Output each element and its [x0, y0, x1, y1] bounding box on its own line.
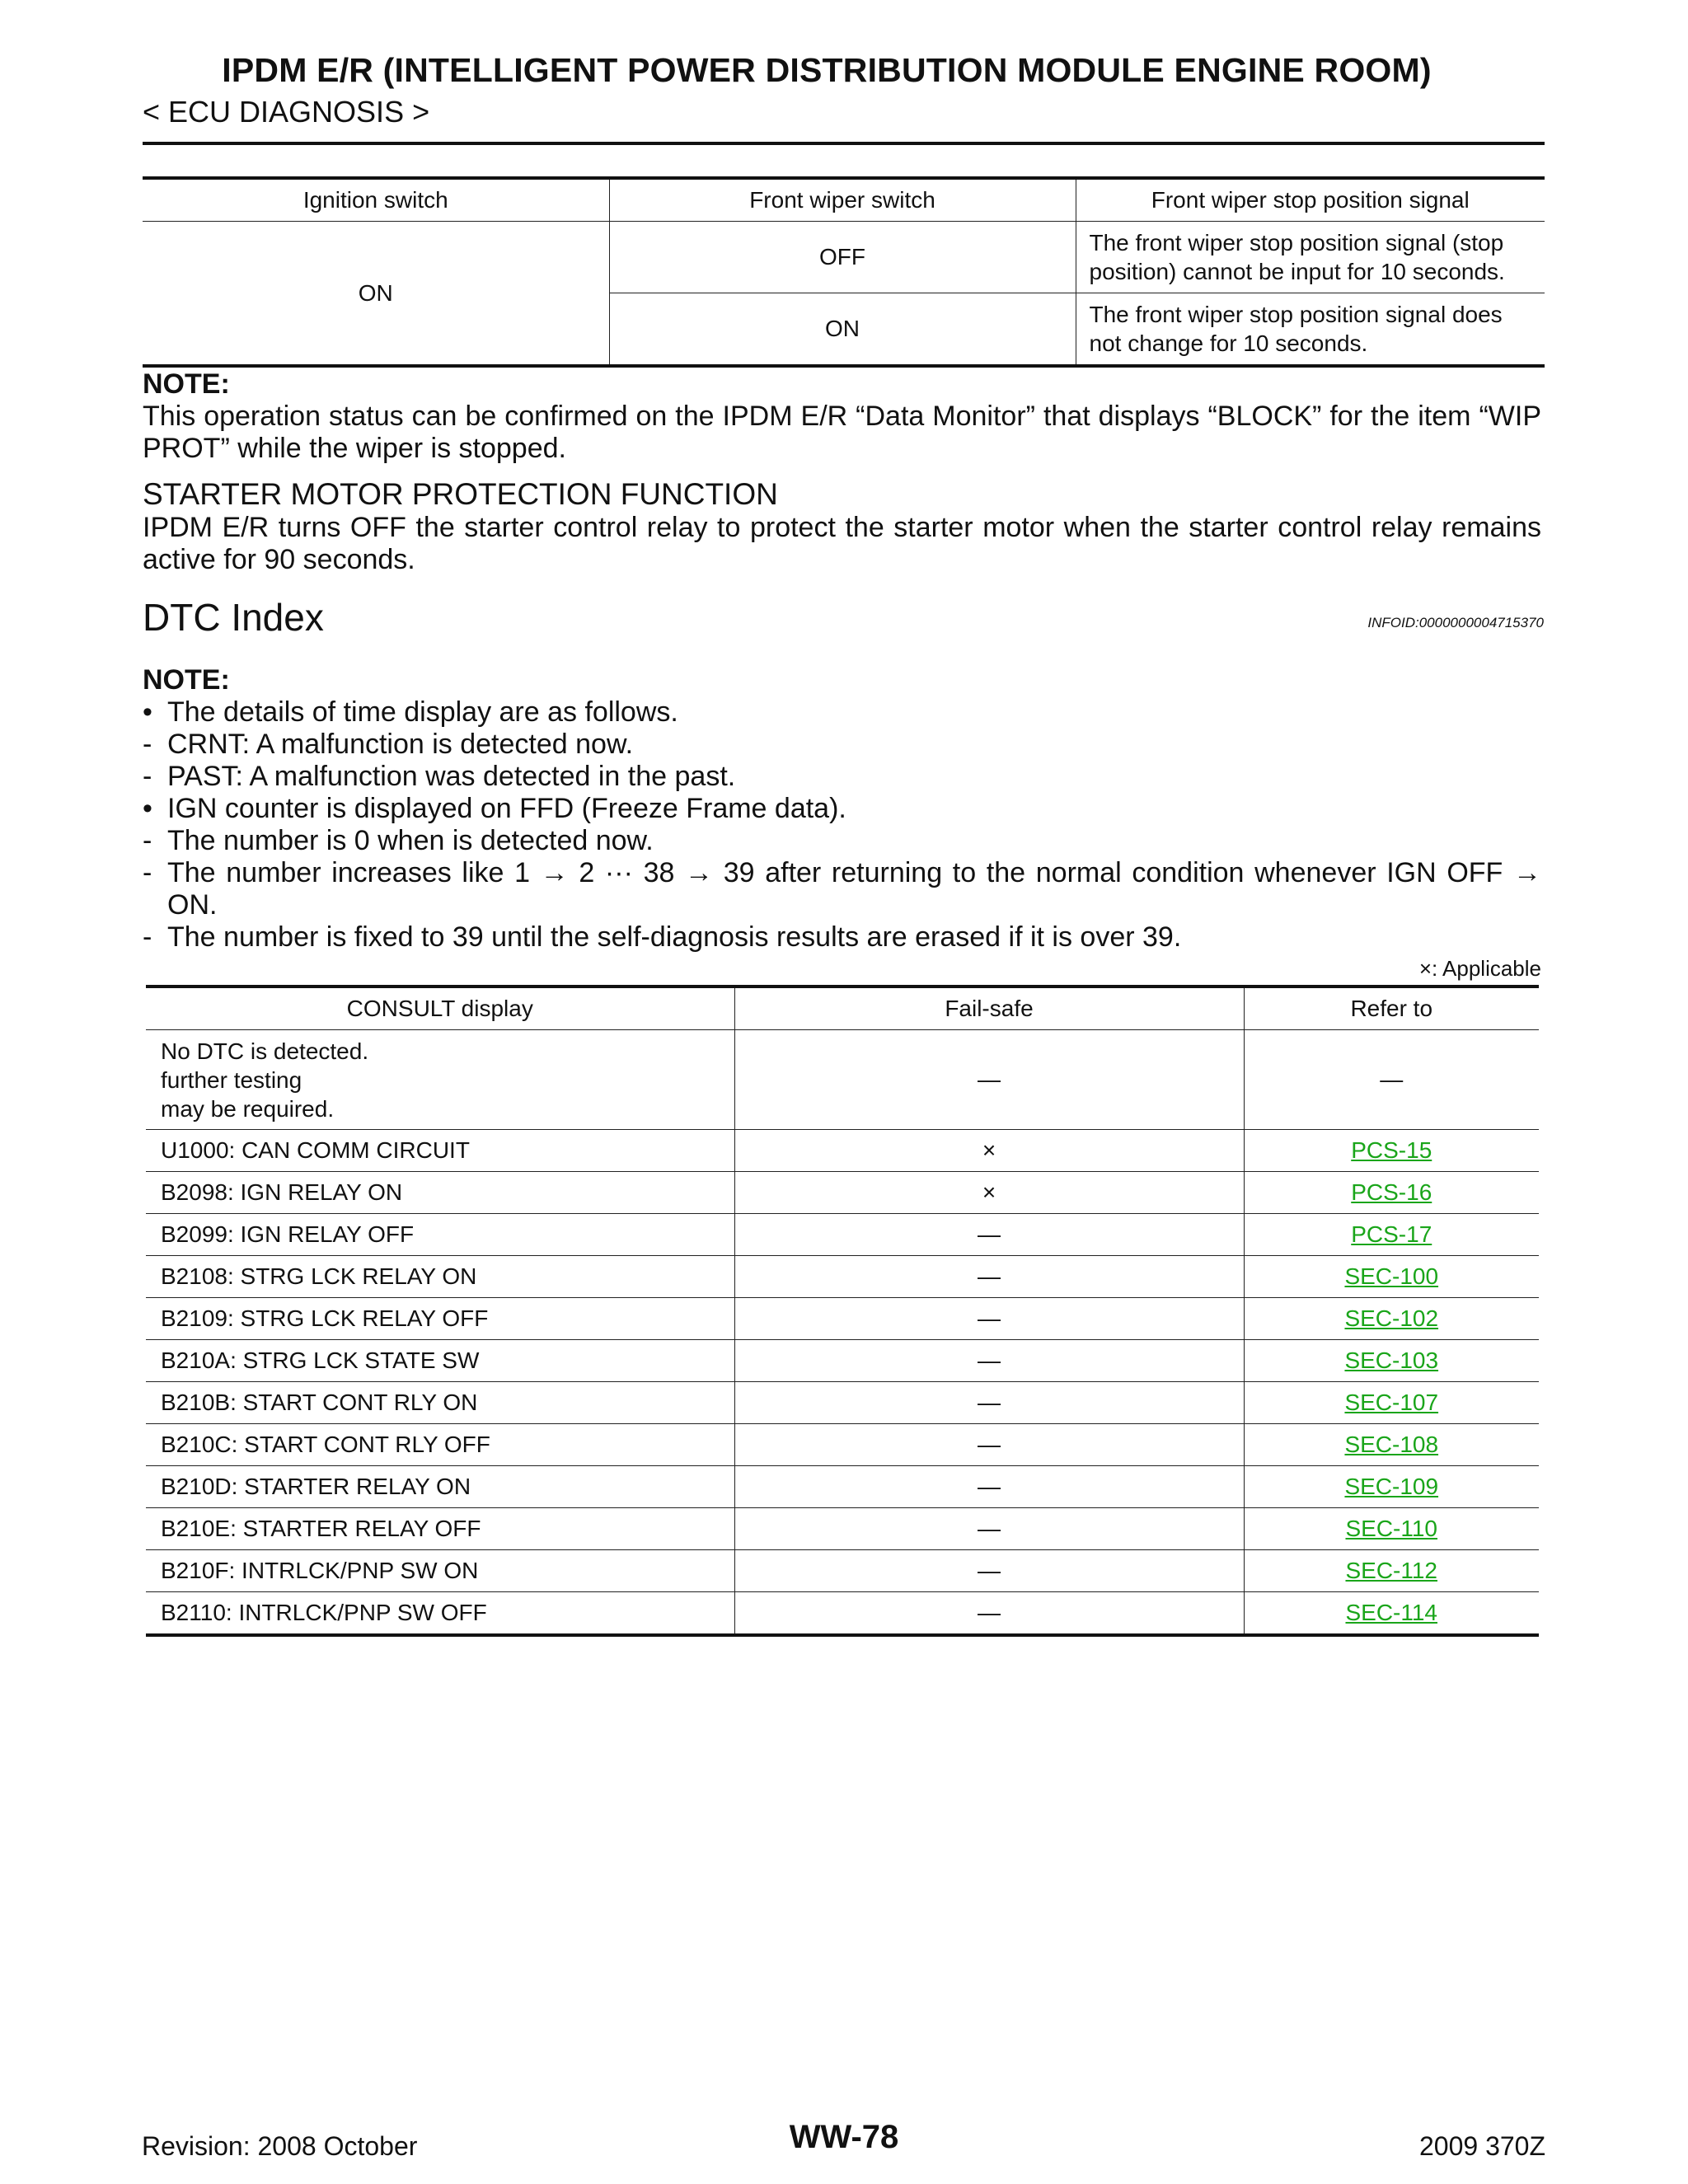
list-text: The number is 0 when is detected now.	[167, 825, 654, 856]
column-header: Ignition switch	[143, 178, 609, 222]
table-row	[146, 1030, 1539, 1130]
table-row	[146, 1340, 1539, 1382]
column-header: Front wiper switch	[609, 178, 1076, 222]
table-row	[146, 1592, 1539, 1636]
consult-display-cell: U1000: CAN COMM CIRCUIT	[146, 1130, 734, 1172]
note-list	[143, 696, 1541, 954]
refer-link[interactable]: SEC-109	[1344, 1474, 1439, 1499]
section-text: IPDM E/R turns OFF the starter control relay to protect the starter motor when the starter control relay remains active for 90 seconds.	[143, 512, 1541, 575]
refer-link[interactable]: SEC-103	[1344, 1347, 1439, 1373]
failsafe-cell: —	[734, 1382, 1244, 1424]
list-text: IGN counter is displayed on FFD (Freeze Frame data).	[167, 793, 846, 824]
consult-display-cell: B210D: STARTER RELAY ON	[146, 1466, 734, 1508]
column-header: CONSULT display	[146, 987, 734, 1030]
column-header: Fail-safe	[734, 987, 1244, 1030]
refer-cell	[1244, 1550, 1539, 1592]
refer-cell	[1244, 1424, 1539, 1466]
note-label: NOTE:	[143, 368, 230, 400]
table-row	[146, 1550, 1539, 1592]
table-row	[146, 1172, 1539, 1214]
table-row	[146, 1508, 1539, 1550]
consult-display-cell: B210B: START CONT RLY ON	[146, 1382, 734, 1424]
list-text: The details of time display are as follows.	[167, 696, 678, 728]
model-label: 2009 370Z	[1418, 2131, 1545, 2161]
failsafe-cell: —	[734, 1256, 1244, 1298]
column-header: Front wiper stop position signal	[1076, 178, 1545, 222]
list-text: The number increases like 1 → 2 ··· 38 → 39 after returning to the normal condition whenever IGN OFF → ON.	[167, 857, 1541, 921]
list-marker: •	[143, 793, 152, 824]
list-item	[143, 761, 1541, 793]
starter-protection-section	[143, 478, 1541, 576]
failsafe-cell: —	[734, 1298, 1244, 1340]
refer-link[interactable]: PCS-16	[1351, 1179, 1432, 1205]
table-row	[146, 1130, 1539, 1172]
column-header: Refer to	[1244, 987, 1539, 1030]
display-line: No DTC is detected.	[161, 1038, 369, 1064]
consult-display-cell: B210A: STRG LCK STATE SW	[146, 1340, 734, 1382]
table-row	[146, 1256, 1539, 1298]
list-text: CRNT: A malfunction is detected now.	[167, 729, 634, 760]
list-marker: •	[143, 696, 152, 728]
refer-cell: —	[1244, 1030, 1539, 1130]
failsafe-cell: —	[734, 1214, 1244, 1256]
page-number: WW-78	[789, 2119, 899, 2155]
note-block	[143, 664, 1541, 954]
failsafe-cell: —	[734, 1550, 1244, 1592]
failsafe-cell: —	[734, 1340, 1244, 1382]
wiper-switch-value: ON	[609, 293, 1076, 367]
list-text: The number is fixed to 39 until the self-diagnosis results are erased if it is over 39.	[167, 921, 1182, 953]
ignition-value: ON	[143, 222, 609, 367]
consult-display-cell: B2099: IGN RELAY OFF	[146, 1214, 734, 1256]
list-text: PAST: A malfunction was detected in the past.	[167, 761, 736, 792]
failsafe-cell: —	[734, 1592, 1244, 1636]
consult-display-cell: B2110: INTRLCK/PNP SW OFF	[146, 1592, 734, 1636]
page-title: IPDM E/R (INTELLIGENT POWER DISTRIBUTION MODULE ENGINE ROOM)	[222, 51, 1432, 89]
refer-cell	[1244, 1508, 1539, 1550]
table-row	[146, 1466, 1539, 1508]
failsafe-cell: ×	[734, 1130, 1244, 1172]
list-marker: -	[143, 825, 152, 856]
display-line: may be required.	[161, 1095, 335, 1122]
table-row	[146, 1298, 1539, 1340]
table-header-row	[143, 178, 1545, 222]
refer-cell	[1244, 1256, 1539, 1298]
list-item	[143, 793, 1541, 825]
dtc-index-title: DTC Index	[143, 596, 324, 639]
list-item	[143, 921, 1541, 954]
section-tag: < ECU DIAGNOSIS >	[143, 95, 430, 129]
table-row	[146, 1214, 1539, 1256]
list-marker: -	[143, 857, 152, 888]
refer-cell	[1244, 1382, 1539, 1424]
revision-label: Revision: 2008 October	[142, 2131, 418, 2161]
consult-display-cell: B210C: START CONT RLY OFF	[146, 1424, 734, 1466]
table-row	[143, 222, 1545, 293]
section-heading: STARTER MOTOR PROTECTION FUNCTION	[143, 477, 778, 511]
stop-signal-value: The front wiper stop position signal (stop position) cannot be input for 10 seconds.	[1076, 222, 1545, 293]
refer-link[interactable]: SEC-100	[1344, 1263, 1439, 1289]
header-divider	[143, 142, 1545, 145]
list-marker: -	[143, 921, 152, 953]
wiper-condition-table	[143, 176, 1545, 368]
applicable-legend: ×: Applicable	[1418, 956, 1541, 981]
refer-link[interactable]: SEC-112	[1345, 1558, 1438, 1583]
refer-link[interactable]: SEC-110	[1345, 1516, 1438, 1541]
consult-display-cell: B2109: STRG LCK RELAY OFF	[146, 1298, 734, 1340]
failsafe-cell: —	[734, 1466, 1244, 1508]
failsafe-cell: ×	[734, 1172, 1244, 1214]
refer-cell	[1244, 1298, 1539, 1340]
refer-cell	[1244, 1214, 1539, 1256]
note-label: NOTE:	[143, 664, 230, 696]
refer-cell	[1244, 1130, 1539, 1172]
page-header	[143, 51, 1544, 129]
list-item	[143, 696, 1541, 729]
list-marker: -	[143, 761, 152, 792]
refer-link[interactable]: PCS-15	[1351, 1137, 1432, 1163]
wiper-switch-value: OFF	[609, 222, 1076, 293]
list-item	[143, 857, 1541, 921]
consult-display-cell: B2098: IGN RELAY ON	[146, 1172, 734, 1214]
failsafe-cell: —	[734, 1424, 1244, 1466]
table-row	[146, 1382, 1539, 1424]
note-text: This operation status can be confirmed on the IPDM E/R “Data Monitor” that displays “BLOCK” for the item “WIP PROT” while the wiper is stopped.	[143, 401, 1541, 464]
table-header-row	[146, 987, 1539, 1030]
refer-link[interactable]: SEC-108	[1344, 1432, 1439, 1457]
stop-signal-value: The front wiper stop position signal does not change for 10 seconds.	[1076, 293, 1545, 367]
display-line: further testing	[161, 1066, 302, 1093]
refer-link[interactable]: SEC-114	[1345, 1600, 1438, 1625]
consult-display-cell: B210E: STARTER RELAY OFF	[146, 1508, 734, 1550]
refer-link[interactable]: PCS-17	[1351, 1221, 1432, 1247]
consult-display-cell	[146, 1030, 734, 1130]
refer-link[interactable]: SEC-107	[1344, 1390, 1439, 1415]
list-item	[143, 825, 1541, 857]
refer-cell	[1244, 1466, 1539, 1508]
note-block	[143, 368, 1541, 465]
list-marker: -	[143, 729, 152, 760]
refer-cell	[1244, 1340, 1539, 1382]
refer-cell	[1244, 1592, 1539, 1636]
info-id: INFOID:0000000004715370	[1367, 615, 1544, 630]
refer-link[interactable]: SEC-102	[1344, 1305, 1439, 1331]
refer-cell	[1244, 1172, 1539, 1214]
consult-display-cell: B210F: INTRLCK/PNP SW ON	[146, 1550, 734, 1592]
failsafe-cell: —	[734, 1508, 1244, 1550]
table-row	[146, 1424, 1539, 1466]
consult-display-cell: B2108: STRG LCK RELAY ON	[146, 1256, 734, 1298]
dtc-index-table	[146, 985, 1539, 1637]
list-item	[143, 729, 1541, 761]
failsafe-cell: —	[734, 1030, 1244, 1130]
